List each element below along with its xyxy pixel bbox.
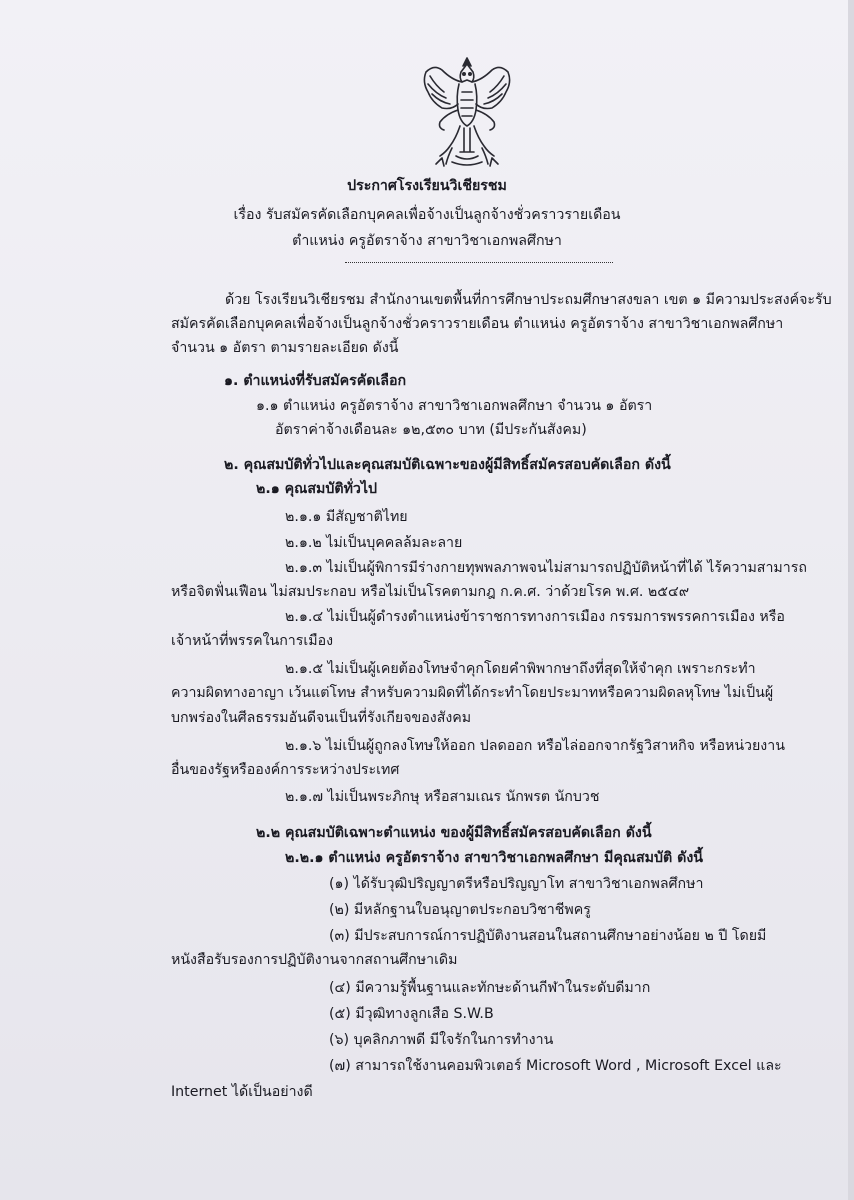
- intro-line-3: จำนวน ๑ อัตรา ตามรายละเอียด ดังนี้: [171, 340, 399, 356]
- section-1-salary: อัตราค่าจ้างเดือนละ ๑๒,๕๓๐ บาท (มีประกันสังคม): [275, 422, 587, 438]
- general-item-4: ๒.๑.๔ ไม่เป็นผู้ดำรงตำแหน่งข้าราชการทางการเมือง กรรมการพรรคการเมือง หรือ: [285, 609, 785, 625]
- announcement-title: ประกาศโรงเรียนวิเชียรชม: [347, 178, 507, 194]
- specific-position-heading: ๒.๒.๑ ตำแหน่ง ครูอัตราจ้าง สาขาวิชาเอกพลศึกษา มีคุณสมบัติ ดังนี้: [285, 850, 703, 866]
- announcement-position: ตำแหน่ง ครูอัตราจ้าง สาขาวิชาเอกพลศึกษา: [292, 233, 562, 249]
- section-1-heading: ๑. ตำแหน่งที่รับสมัครคัดเลือก: [224, 373, 407, 389]
- section-1-item: ๑.๑ ตำแหน่ง ครูอัตราจ้าง สาขาวิชาเอกพลศึกษา จำนวน ๑ อัตรา: [256, 398, 653, 414]
- specific-item-5: (๕) มีวุฒิทางลูกเสือ S.W.B: [329, 1006, 494, 1022]
- intro-line-1: ด้วย โรงเรียนวิเชียรชม สำนักงานเขตพื้นที่การศึกษาประถมศึกษาสงขลา เขต ๑ มีความประสงค์จะรับ: [225, 292, 832, 308]
- specific-item-3-cont: หนังสือรับรองการปฏิบัติงานจากสถานศึกษาเดิม: [171, 952, 458, 968]
- announcement-subject: เรื่อง รับสมัครคัดเลือกบุคคลเพื่อจ้างเป็นลูกจ้างชั่วคราวรายเดือน: [233, 207, 621, 223]
- general-item-3: ๒.๑.๓ ไม่เป็นผู้พิการมีร่างกายทุพพลภาพจนไม่สามารถปฏิบัติหน้าที่ได้ ไร้ความสามารถ: [285, 560, 807, 576]
- specific-item-7-cont: Internet ได้เป็นอย่างดี: [171, 1084, 313, 1100]
- general-item-5: ๒.๑.๕ ไม่เป็นผู้เคยต้องโทษจำคุกโดยคำพิพากษาถึงที่สุดให้จำคุก เพราะกระทำ: [285, 661, 756, 677]
- scan-edge: [848, 0, 854, 1200]
- garuda-emblem-icon: [412, 52, 522, 170]
- general-item-6: ๒.๑.๖ ไม่เป็นผู้ถูกลงโทษให้ออก ปลดออก หรือไล่ออกจากรัฐวิสาหกิจ หรือหน่วยงาน: [285, 738, 785, 754]
- general-item-4-cont: เจ้าหน้าที่พรรคในการเมือง: [171, 633, 334, 649]
- specific-item-2: (๒) มีหลักฐานใบอนุญาตประกอบวิชาชีพครู: [329, 902, 591, 918]
- general-qualifications-heading: ๒.๑ คุณสมบัติทั่วไป: [256, 481, 378, 497]
- section-2-heading: ๒. คุณสมบัติทั่วไปและคุณสมบัติเฉพาะของผู้มีสิทธิ์สมัครสอบคัดเลือก ดังนี้: [224, 457, 671, 473]
- specific-item-7: (๗) สามารถใช้งานคอมพิวเตอร์ Microsoft Word , Microsoft Excel และ: [329, 1058, 782, 1074]
- specific-item-6: (๖) บุคลิกภาพดี มีใจรักในการทำงาน: [329, 1032, 554, 1048]
- dotted-divider: [345, 262, 613, 263]
- intro-line-2: สมัครคัดเลือกบุคคลเพื่อจ้างเป็นลูกจ้างชั่วคราวรายเดือน ตำแหน่ง ครูอัตราจ้าง สาขาวิชาเอกพลศึกษา: [171, 316, 784, 332]
- specific-item-4: (๔) มีความรู้พื้นฐานและทักษะด้านกีฬาในระดับดีมาก: [329, 980, 651, 996]
- specific-qualifications-heading: ๒.๒ คุณสมบัติเฉพาะตำแหน่ง ของผู้มีสิทธิ์สมัครสอบคัดเลือก ดังนี้: [256, 825, 652, 841]
- general-item-5-cont-1: ความผิดทางอาญา เว้นแต่โทษ สำหรับความผิดที่ได้กระทำโดยประมาทหรือความผิดลหุโทษ ไม่เป็นผู้: [171, 685, 774, 701]
- specific-item-3: (๓) มีประสบการณ์การปฏิบัติงานสอนในสถานศึกษาอย่างน้อย ๒ ปี โดยมี: [329, 928, 767, 944]
- general-item-6-cont: อื่นของรัฐหรือองค์การระหว่างประเทศ: [171, 762, 400, 778]
- general-item-3-cont: หรือจิตฟั่นเฟือน ไม่สมประกอบ หรือไม่เป็นโรคตามกฎ ก.ค.ศ. ว่าด้วยโรค พ.ศ. ๒๕๔๙: [171, 584, 690, 600]
- general-item-2: ๒.๑.๒ ไม่เป็นบุคคลล้มละลาย: [285, 535, 463, 551]
- general-item-7: ๒.๑.๗ ไม่เป็นพระภิกษุ หรือสามเณร นักพรต นักบวช: [285, 789, 600, 805]
- general-item-1: ๒.๑.๑ มีสัญชาติไทย: [285, 509, 408, 525]
- general-item-5-cont-2: บกพร่องในศีลธรรมอันดีจนเป็นที่รังเกียจของสังคม: [171, 710, 472, 726]
- specific-item-1: (๑) ได้รับวุฒิปริญญาตรีหรือปริญญาโท สาขาวิชาเอกพลศึกษา: [329, 876, 704, 892]
